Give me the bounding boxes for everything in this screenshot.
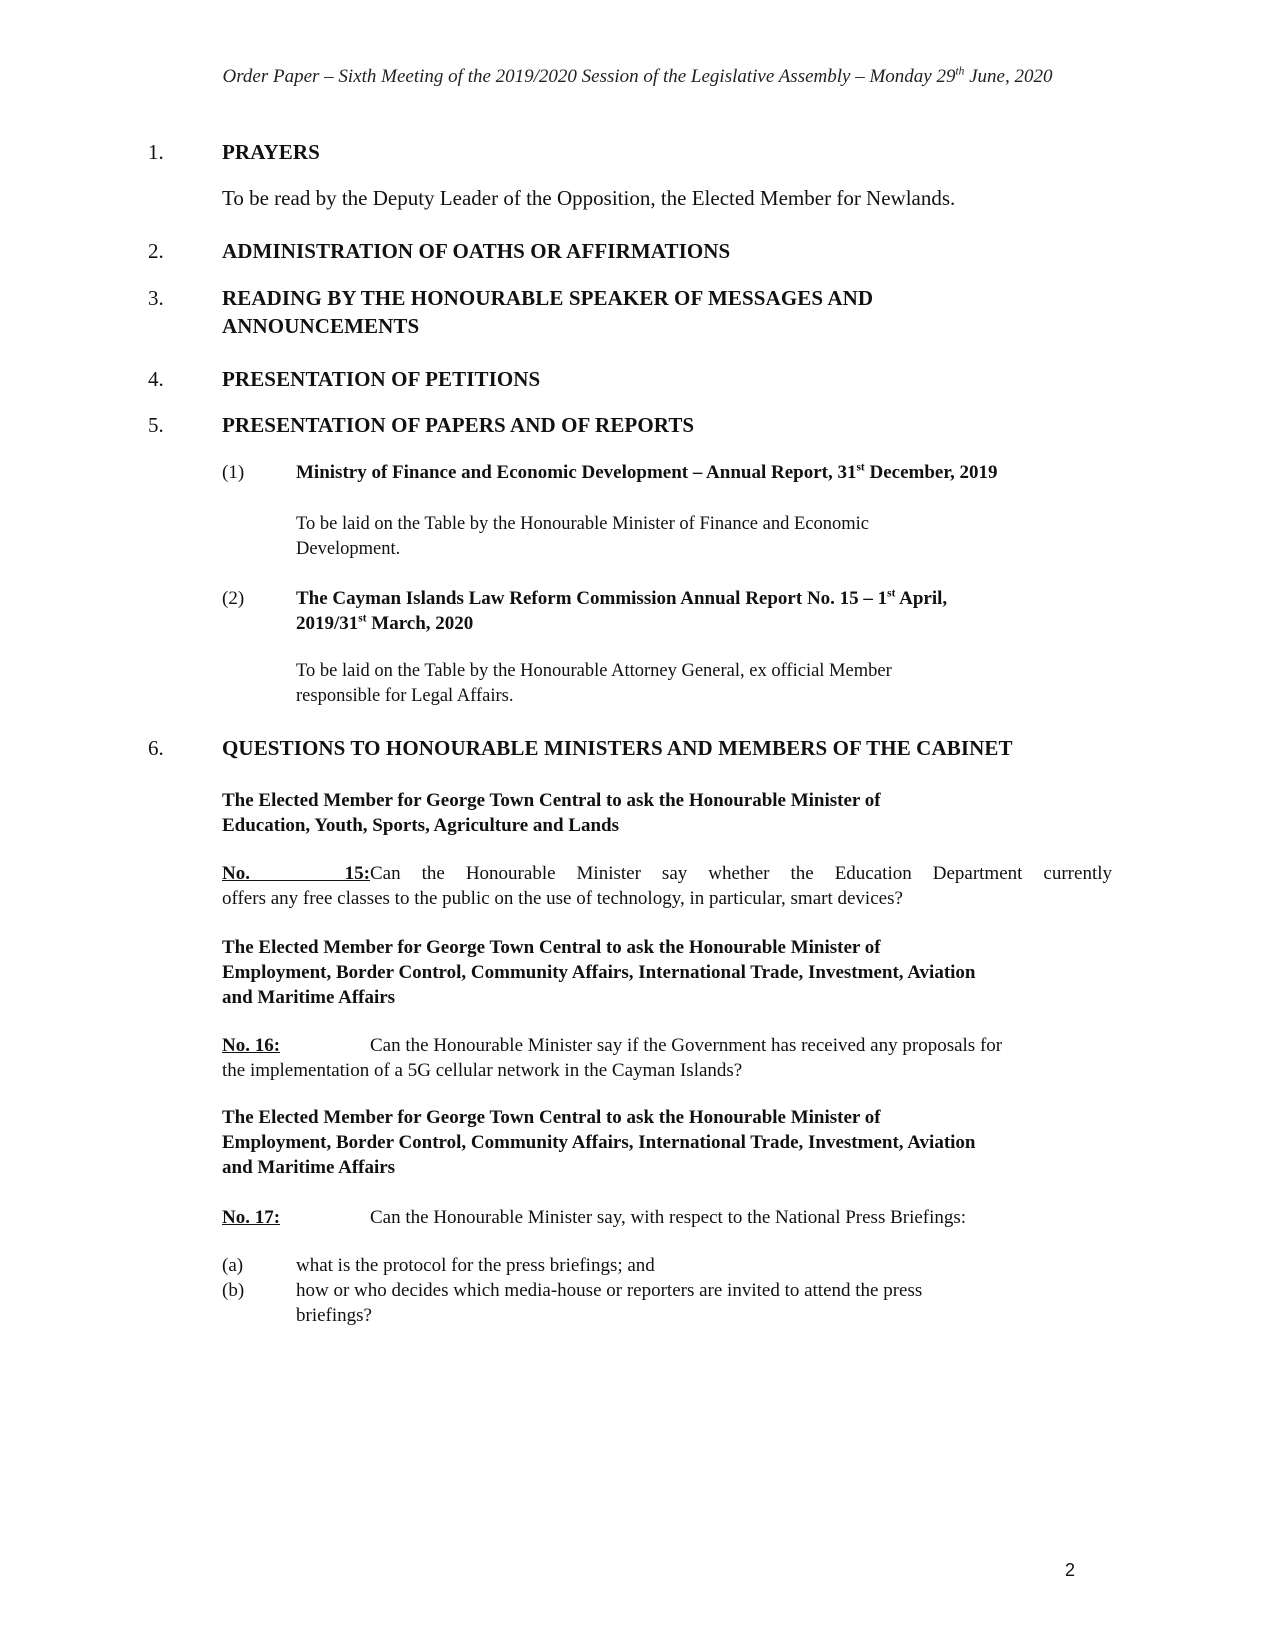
asker-line: and Maritime Affairs bbox=[222, 1157, 396, 1178]
question-text: Can the Honourable Minister say whether the Education Department currently bbox=[370, 863, 1112, 884]
paper-title-text: The Cayman Islands Law Reform Commission Annual Report No. 15 – 1 bbox=[296, 588, 888, 609]
question-text: the implementation of a 5G cellular network in the Cayman Islands? bbox=[222, 1060, 743, 1081]
item-title-prayers: PRAYERS bbox=[222, 140, 320, 164]
asker-line: The Elected Member for George Town Central to ask the Honourable Minister of bbox=[222, 1107, 881, 1128]
asker-line: The Elected Member for George Town Central to ask the Honourable Minister of bbox=[222, 790, 881, 811]
item-number: 2. bbox=[148, 239, 164, 263]
paper-title-text: Ministry of Finance and Economic Development – Annual Report, 31 bbox=[296, 462, 857, 483]
item-number: 1. bbox=[148, 140, 164, 164]
question-number: No. 15: bbox=[222, 863, 370, 884]
paper-title-text-end: April, bbox=[895, 588, 948, 609]
page-header bbox=[0, 66, 1275, 88]
question-asker bbox=[222, 1105, 1122, 1180]
subitem-text: what is the protocol for the press briefings; and bbox=[296, 1255, 655, 1276]
item-number: 4. bbox=[148, 367, 164, 391]
header-text: Order Paper – Sixth Meeting of the 2019/2020 Session of the Legislative Assembly – Monday 29 bbox=[222, 66, 956, 87]
question-15 bbox=[222, 861, 1112, 911]
asker-line: Education, Youth, Sports, Agriculture and Lands bbox=[222, 815, 619, 836]
paper-title-text-end: December, 2019 bbox=[864, 462, 998, 483]
paper-body-line: To be laid on the Table by the Honourable Minister of Finance and Economic bbox=[296, 514, 869, 534]
paper-body-line: Development. bbox=[296, 539, 401, 559]
paper-body-line: responsible for Legal Affairs. bbox=[296, 686, 514, 706]
question-asker bbox=[222, 935, 1122, 1010]
question-text: Can the Honourable Minister say if the Government has received any proposals for bbox=[370, 1035, 1003, 1056]
paper-number: (1) bbox=[222, 462, 245, 483]
question-text: Can the Honourable Minister say, with respect to the National Press Briefings: bbox=[370, 1207, 967, 1228]
subitem-line: how or who decides which media-house or reporters are invited to attend the press bbox=[296, 1280, 923, 1301]
asker-line: Employment, Border Control, Community Affairs, International Trade, Investment, Aviation bbox=[222, 962, 976, 983]
page-number: 2 bbox=[1064, 1560, 1075, 1580]
paper-title-text: 2019/31 bbox=[296, 613, 359, 634]
paper-title-sup: st bbox=[856, 461, 865, 474]
question-asker bbox=[222, 788, 1122, 838]
asker-line: Employment, Border Control, Community Affairs, International Trade, Investment, Aviation bbox=[222, 1132, 976, 1153]
item-title-oaths: ADMINISTRATION OF OATHS OR AFFIRMATIONS bbox=[222, 239, 731, 263]
paper-body-line: To be laid on the Table by the Honourable Attorney General, ex official Member bbox=[296, 661, 892, 681]
item-title-petitions: PRESENTATION OF PETITIONS bbox=[222, 367, 541, 391]
question-16 bbox=[222, 1033, 1112, 1083]
paper-title-text-end: March, 2020 bbox=[366, 613, 474, 634]
item-body-prayers: To be read by the Deputy Leader of the Opposition, the Elected Member for Newlands. bbox=[222, 186, 956, 210]
question-number: No. 16: bbox=[222, 1035, 281, 1056]
subitem-text bbox=[296, 1278, 922, 1328]
paper-title-sup: st bbox=[358, 612, 367, 625]
question-17 bbox=[222, 1205, 1112, 1230]
paper-number: (2) bbox=[222, 588, 245, 609]
paper-body bbox=[296, 659, 1056, 709]
paper-title-sup: st bbox=[887, 587, 896, 600]
asker-line: The Elected Member for George Town Central to ask the Honourable Minister of bbox=[222, 937, 881, 958]
item-title-questions: QUESTIONS TO HONOURABLE MINISTERS AND MEMBERS OF THE CABINET bbox=[222, 736, 1013, 760]
subitem-line: briefings? bbox=[296, 1305, 372, 1326]
item-title-reading-line2: ANNOUNCEMENTS bbox=[222, 314, 420, 338]
header-sup: th bbox=[955, 65, 965, 78]
subitem-label: (a) bbox=[222, 1255, 244, 1276]
item-number: 3. bbox=[148, 286, 164, 310]
item-title-reading-line1: READING BY THE HONOURABLE SPEAKER OF MESSAGES AND bbox=[222, 286, 874, 310]
question-number: No. 17: bbox=[222, 1207, 281, 1228]
item-number: 6. bbox=[148, 736, 164, 760]
paper-title bbox=[296, 586, 947, 636]
item-title-papers: PRESENTATION OF PAPERS AND OF REPORTS bbox=[222, 413, 695, 437]
paper-body bbox=[296, 512, 1056, 562]
item-number: 5. bbox=[148, 413, 164, 437]
question-text: offers any free classes to the public on the use of technology, in particular, smart devices? bbox=[222, 888, 903, 909]
paper-title bbox=[296, 460, 998, 485]
header-text-end: June, 2020 bbox=[964, 66, 1053, 87]
asker-line: and Maritime Affairs bbox=[222, 987, 396, 1008]
subitem-label: (b) bbox=[222, 1280, 245, 1301]
